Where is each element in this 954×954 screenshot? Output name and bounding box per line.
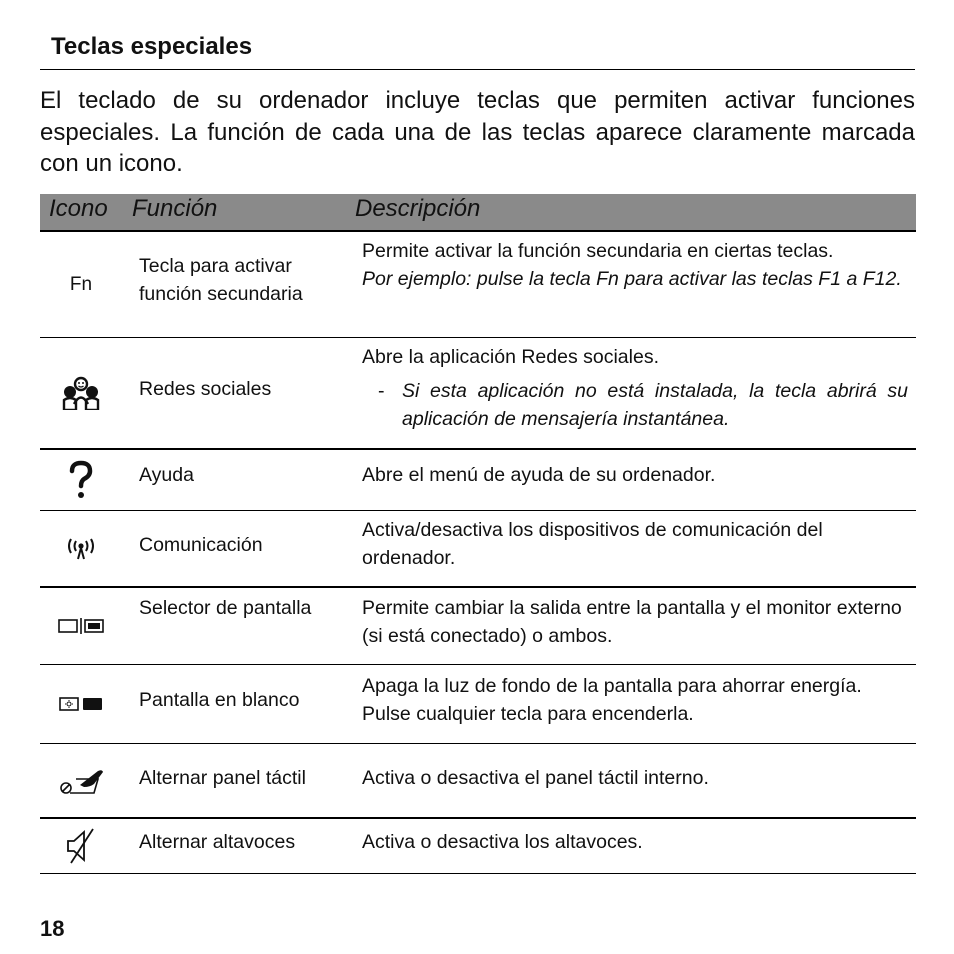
- table-row: [40, 450, 916, 511]
- table-row: [40, 338, 916, 450]
- row-description: Activa o desactiva el panel táctil interno.: [362, 767, 709, 789]
- table-row: [40, 819, 916, 874]
- table-row: [40, 744, 916, 819]
- intro-paragraph: El teclado de su ordenador incluye teclas que permiten activar funciones especiales. La función de cada una de las teclas aparece claramente marcada con un icono.: [40, 87, 915, 177]
- page-number: 18: [40, 916, 65, 941]
- speaker-mute-icon: [40, 819, 122, 873]
- row-function: Alternar panel táctil: [139, 767, 306, 789]
- row-function: Selector de pantalla: [139, 597, 312, 619]
- row-description: Permite cambiar la salida entre la pantalla y el monitor externo (si está conectado) o ambos.: [362, 597, 902, 647]
- row-description: Abre el menú de ayuda de su ordenador.: [362, 464, 716, 486]
- row-function: Redes sociales: [139, 378, 272, 400]
- header-description: Descripción: [355, 195, 481, 222]
- touchpad-toggle-icon: [40, 744, 122, 817]
- row-function: Pantalla en blanco: [139, 689, 300, 711]
- social-networks-icon: [40, 338, 122, 448]
- title-rule: [40, 69, 915, 70]
- help-icon: [40, 450, 122, 510]
- table-row: [40, 511, 916, 588]
- table-header: [40, 194, 916, 232]
- table-row: [40, 588, 916, 665]
- section-title: Teclas especiales: [51, 33, 253, 60]
- row-function: Ayuda: [139, 464, 194, 486]
- row-description: Apaga la luz de fondo de la pantalla para ahorrar energía. Pulse cualquier tecla para encenderla.: [362, 675, 862, 725]
- row-description: Activa o desactiva los altavoces.: [362, 831, 643, 853]
- row-description: Activa/desactiva los dispositivos de comunicación del ordenador.: [362, 519, 823, 569]
- table-row: [40, 232, 916, 338]
- header-function: Función: [132, 195, 218, 222]
- header-icon: Icono: [49, 195, 108, 222]
- display-toggle-icon: [40, 588, 122, 664]
- fn-key: Fn: [69, 273, 93, 295]
- row-function: Comunicación: [139, 534, 263, 556]
- row-description: Abre la aplicación Redes sociales. - Si esta aplicación no está instalada, la tecla abrirá su aplicación de mensajería instantánea.: [362, 346, 908, 430]
- row-function: Tecla para activar función secundaria: [139, 255, 303, 305]
- table-row: [40, 665, 916, 744]
- wireless-communication-icon: [40, 511, 122, 586]
- row-function: Alternar altavoces: [139, 831, 296, 853]
- row-description: Permite activar la función secundaria en ciertas teclas. Por ejemplo: pulse la tecla Fn para activar las teclas F1 a F12.: [362, 240, 902, 290]
- display-off-icon: [40, 665, 122, 743]
